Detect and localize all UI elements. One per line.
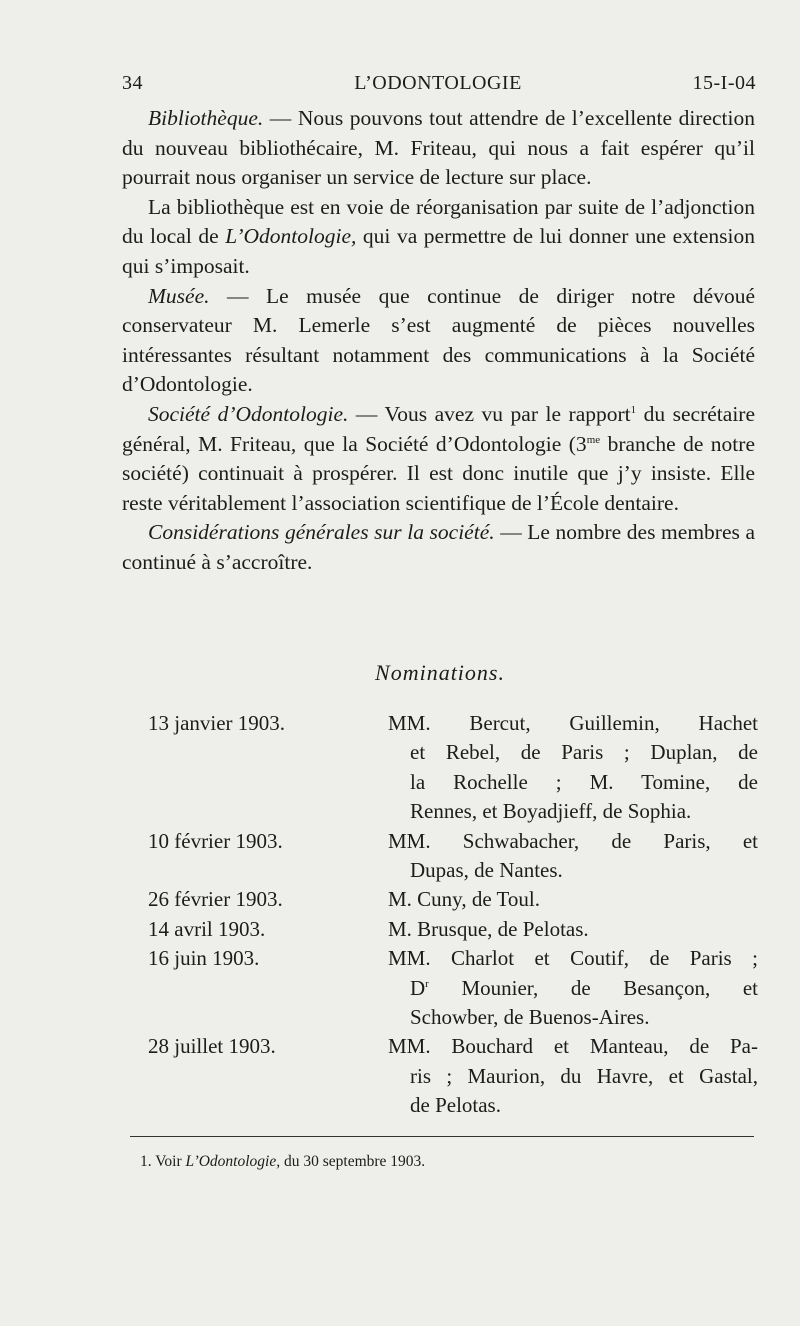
footnote-divider [130,1136,754,1137]
footnote-marker: 1. [140,1153,152,1170]
nomination-date: 26 février 1903. [148,887,283,912]
nomination-names [388,1032,758,1120]
paragraph-text: — Le musée que continue de diriger notre dévoué conservateur M. Lemerle s’est augmenté de pièces nouvelles intéressantes résultant notamment des communications à la Société d’Odontologie. [122,283,755,397]
list-item [148,709,758,827]
nomination-line: MM. Schwabacher, de Paris, et [388,828,758,853]
paragraph-text: — Nous pouvons tout attendre de l’excellente direction du nouveau bibliothécaire, M. Friteau, qui nous a fait espérer qu’il pourrait nous organiser un service de lecture sur place. [122,106,755,190]
issue-date: 15-I-04 [692,72,756,94]
paragraph-text: branche de notre société) continuait à prospérer. Il est donc inutile que j’y insiste. Elle reste véritablement l’association scientifique de l’École dentaire. [122,431,755,515]
ordinal-superscript: me [586,433,601,446]
nomination-line: ris ; Maurion, du Havre, et Gastal, [410,1063,758,1088]
paragraph-considerations [122,518,755,577]
journal-title: L’ODONTOLOGIE [354,72,522,94]
nomination-names [388,709,758,827]
nomination-date: 28 juillet 1903. [148,1034,276,1059]
nomination-date: 14 avril 1903. [148,916,266,941]
list-item [148,915,758,944]
paragraph-text: du secrétaire général, M. Friteau, que la Société d’Odontologie (3 [122,401,755,456]
list-item [148,1032,758,1120]
nominations-list [148,709,758,1121]
paragraph-heading: Musée. [148,283,210,308]
footnote-journal: L’Odontologie, [185,1153,281,1170]
nomination-line: MM. Bercut, Guillemin, Hachet [388,711,758,735]
doctor-abbrev: D [410,975,426,1000]
footnote [140,1153,425,1171]
paragraph-text: qui va permettre de lui donner une extension qui s’imposait. [122,224,755,278]
paragraph-bibliotheque [122,104,755,193]
paragraph-heading: Société d’Odontologie. [148,401,349,426]
page-number: 34 [122,72,143,94]
paragraph-musee [122,282,755,400]
paragraph-text: — Le nombre des membres a continué à s’accroître. [122,520,755,574]
nomination-line: et Rebel, de Paris ; Duplan, de [410,740,758,765]
list-item [148,885,758,914]
paragraph-text: — Vous avez vu par le rapport [348,401,631,426]
paragraph-heading: Bibliothèque. [148,106,264,130]
footnote-prefix: Voir [155,1153,182,1170]
paragraph-text: La bibliothèque est en voie de réorganisation par suite de l’adjonction du local de [122,194,755,249]
nomination-date: 13 janvier 1903. [148,711,286,735]
doctor-abbrev-sup: r [425,977,429,990]
nomination-line: MM. Bouchard et Manteau, de Pa- [388,1034,758,1059]
nomination-names [388,827,758,886]
journal-name-italic: L’Odontologie, [225,224,357,249]
nomination-date: 16 juin 1903. [148,946,260,971]
nomination-names [388,944,758,1032]
nomination-line: Rennes, et Boyadjieff, de Sophia. [410,799,692,824]
nomination-line: M. Cuny, de Toul. [388,887,540,912]
running-header [120,72,756,102]
nomination-line: Schowber, de Buenos-Aires. [410,1005,650,1030]
footnote-reference: 1 [630,403,637,416]
section-title-nominations: Nominations. [375,660,505,685]
body-text [122,104,755,578]
nomination-line: la Rochelle ; M. Tomine, de [410,769,758,794]
nomination-names [388,915,758,944]
nomination-line [388,974,758,1003]
list-item [148,827,758,886]
nomination-line: MM. Charlot et Coutif, de Paris ; [388,946,758,971]
paragraph-heading: Considérations générales sur la société. [148,520,495,545]
nomination-line: Dupas, de Nantes. [410,858,563,883]
paragraph-reorganisation [122,193,755,282]
paragraph-societe [122,400,755,518]
nomination-names [388,885,758,914]
nomination-line: de Pelotas. [410,1093,501,1118]
nomination-line: M. Brusque, de Pelotas. [388,916,589,941]
footnote-suffix: du 30 septembre 1903. [283,1153,426,1170]
list-item [148,944,758,1032]
nomination-line-text: Mounier, de Besançon, et [461,975,758,1000]
nomination-date: 10 février 1903. [148,828,283,853]
